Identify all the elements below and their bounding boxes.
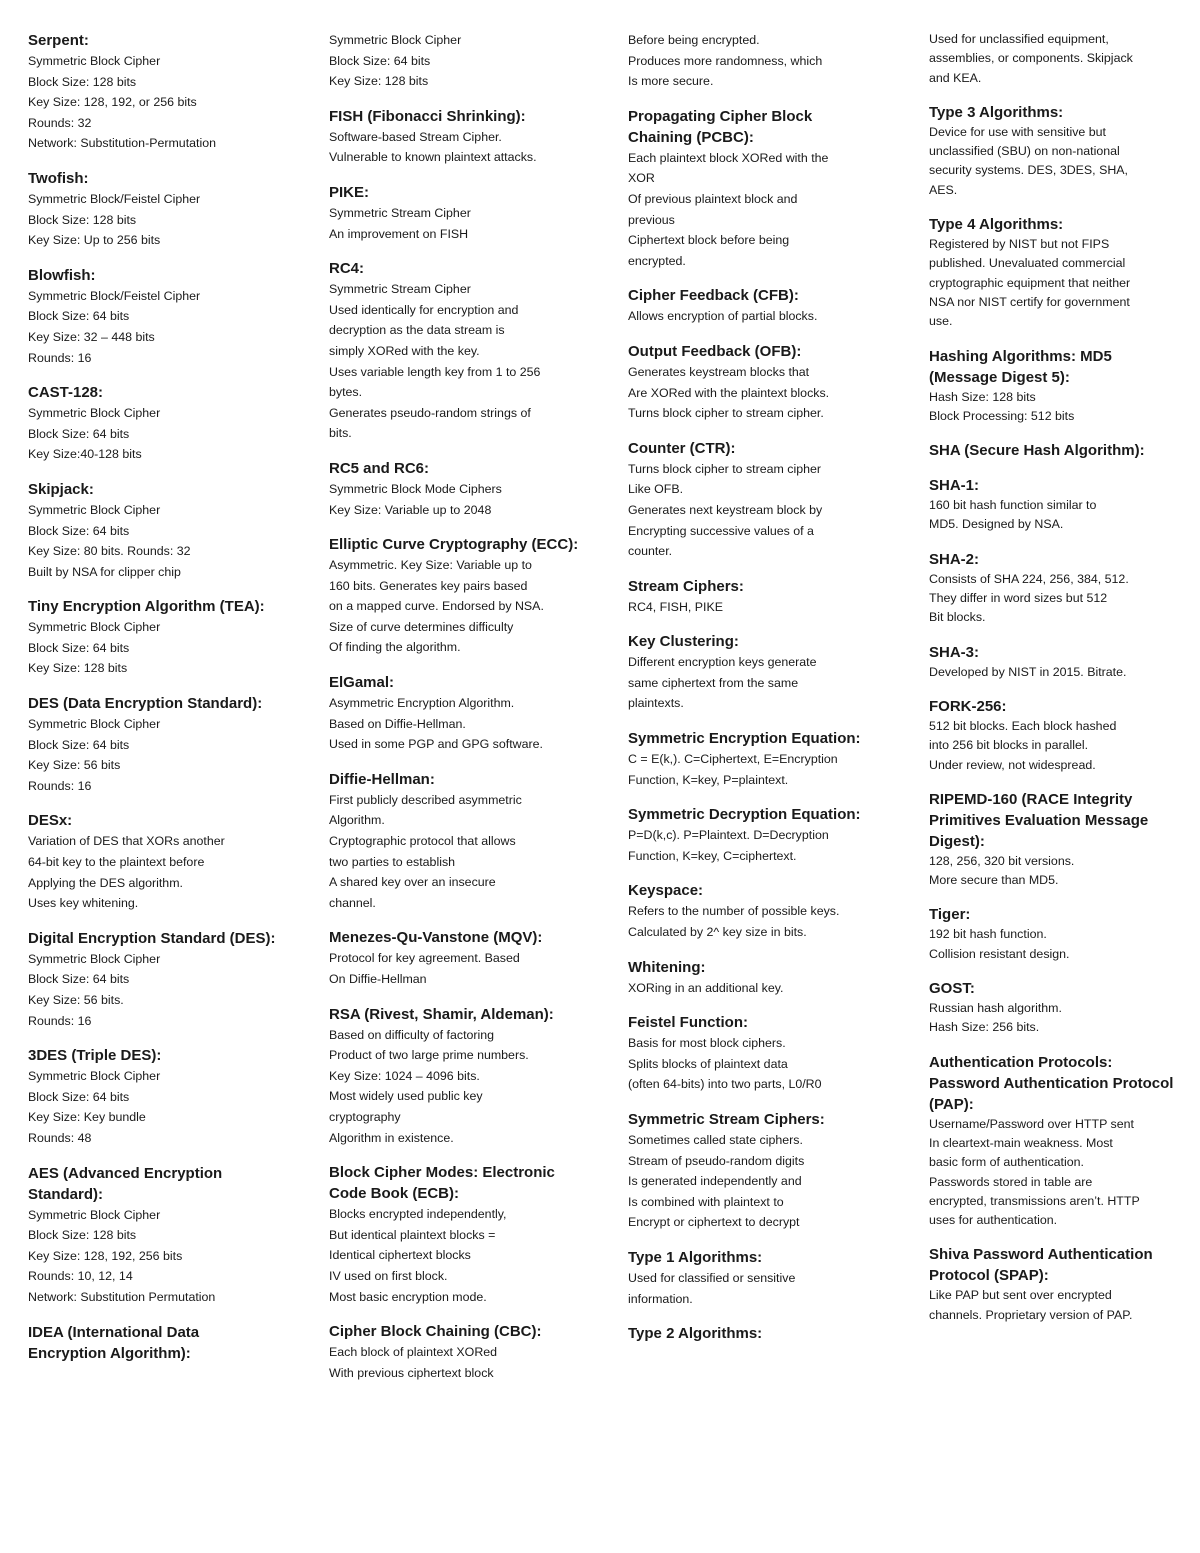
- section-line: Basis for most block ciphers.: [628, 1036, 786, 1051]
- section-line: Key Size: Up to 256 bits: [28, 233, 161, 248]
- section-line: Symmetric Stream Cipher: [329, 205, 471, 220]
- section-heading: Cipher Feedback (CFB):: [628, 287, 799, 305]
- section-line: Is generated independently and: [628, 1174, 802, 1189]
- section-heading: RC4:: [329, 260, 365, 278]
- section-heading: Shiva Password Authentication Protocol (SPAP):: [929, 1246, 1153, 1285]
- section-line: Is more secure.: [628, 74, 714, 89]
- section-heading: Tiny Encryption Algorithm (TEA):: [28, 598, 265, 616]
- section: [929, 904, 1179, 964]
- section-line: Size of curve determines difficulty: [329, 619, 514, 634]
- section-heading: IDEA (International Data Encryption Algorithm):: [28, 1323, 200, 1362]
- section-line: Symmetric Block Cipher: [28, 717, 161, 732]
- section: [329, 1004, 579, 1149]
- section-line: Network: Substitution-Permutation: [28, 136, 217, 151]
- section-line: Like PAP but sent over encrypted: [929, 1288, 1112, 1303]
- section-line: P=D(k,c). P=Plaintext. D=Decryption: [628, 828, 829, 843]
- section: [329, 534, 579, 658]
- section-line: published. Unevaluated commercial: [929, 256, 1126, 271]
- section-line: on a mapped curve. Endorsed by NSA.: [329, 599, 544, 614]
- section-line: Passwords stored in table are: [929, 1174, 1093, 1189]
- section: [329, 258, 579, 444]
- section-line: 64-bit key to the plaintext before: [28, 855, 205, 870]
- section-line: Sometimes called state ciphers.: [628, 1133, 803, 1147]
- section-line: Cryptographic protocol that allows: [329, 834, 516, 849]
- section-heading: Digital Encryption Standard (DES):: [28, 929, 276, 947]
- section-heading: ElGamal:: [329, 674, 395, 692]
- column-1: [28, 30, 278, 1378]
- section-line: XORing in an additional key.: [628, 980, 784, 995]
- section-line: Under review, not widespread.: [929, 757, 1096, 772]
- section: [628, 957, 878, 999]
- section-line: Symmetric Block Cipher: [28, 620, 161, 635]
- section: [28, 693, 278, 796]
- section-line: and KEA.: [929, 70, 982, 85]
- section: [628, 804, 878, 866]
- section-heading: Type 4 Algorithms:: [929, 216, 1064, 234]
- section-heading: SHA-1:: [929, 477, 980, 495]
- section-line: into 256 bit blocks in parallel.: [929, 738, 1089, 753]
- section-line: Consists of SHA 224, 256, 384, 512.: [929, 571, 1129, 586]
- section-line: Rounds: 10, 12, 14: [28, 1269, 133, 1284]
- section: [628, 341, 878, 424]
- section-line: More secure than MD5.: [929, 873, 1059, 888]
- section-line: Block Size: 128 bits: [28, 74, 137, 89]
- section-heading: SHA (Secure Hash Algorithm):: [929, 442, 1145, 460]
- section: [929, 30, 1179, 88]
- section-line: Encrypting successive values of a: [628, 523, 814, 538]
- section-line: Based on Diffie-Hellman.: [329, 716, 466, 731]
- section-line: Most basic encryption mode.: [329, 1289, 487, 1304]
- section-line: An improvement on FISH: [329, 226, 469, 241]
- section-heading: DESx:: [28, 812, 73, 830]
- section: [628, 30, 878, 92]
- section: [628, 438, 878, 562]
- section: [28, 596, 278, 679]
- section-heading: SHA-2:: [929, 550, 980, 568]
- section-line: Symmetric Block Cipher: [28, 406, 161, 421]
- section-line: Key Size: 80 bits. Rounds: 32: [28, 544, 191, 559]
- section-heading: Block Cipher Modes: Electronic Code Book (ECB):: [329, 1164, 555, 1203]
- section-line: Built by NSA for clipper chip: [28, 564, 181, 579]
- section: [28, 30, 278, 154]
- section-line: Symmetric Block Cipher: [28, 1207, 161, 1222]
- section-heading: GOST:: [929, 980, 975, 998]
- section-line: Produces more randomness, which: [628, 53, 823, 68]
- section-line: same ciphertext from the same: [628, 675, 799, 690]
- section-line: Username/Password over HTTP sent: [929, 1116, 1134, 1131]
- section-line: simply XORed with the key.: [329, 343, 480, 358]
- section-line: counter.: [628, 544, 673, 559]
- section-line: Most widely used public key: [329, 1089, 483, 1104]
- section-heading: Feistel Function:: [628, 1014, 748, 1032]
- section: [628, 1012, 878, 1095]
- section-line: 160 bit hash function similar to: [929, 498, 1097, 513]
- section-line: Ciphertext block before being: [628, 233, 790, 248]
- section-heading: Propagating Cipher Block Chaining (PCBC):: [628, 107, 813, 146]
- section-line: Function, K=key, C=ciphertext.: [628, 848, 797, 863]
- section: [28, 265, 278, 368]
- section: [329, 182, 579, 244]
- section-line: Symmetric Stream Cipher: [329, 282, 471, 297]
- section-line: They differ in word sizes but 512: [929, 591, 1108, 606]
- section-line: Symmetric Block/Feistel Cipher: [28, 191, 201, 206]
- section-line: Block Size: 128 bits: [28, 212, 137, 227]
- section-line: First publicly described asymmetric: [329, 792, 522, 807]
- section: [929, 346, 1179, 427]
- section: [628, 285, 878, 327]
- section-line: Uses variable length key from 1 to 256: [329, 364, 541, 379]
- section-line: MD5. Designed by NSA.: [929, 517, 1064, 532]
- section: [929, 102, 1179, 200]
- section: [329, 672, 579, 755]
- section-line: Key Size: 128 bits: [329, 74, 429, 89]
- section-line: encrypted.: [628, 253, 686, 268]
- section-line: unclassified (SBU) on non-national: [929, 144, 1120, 159]
- section-line: two parties to establish: [329, 854, 456, 869]
- section-line: Rounds: 16: [28, 1013, 92, 1028]
- section-line: Key Size:40-128 bits: [28, 447, 142, 462]
- section-line: Turns block cipher to stream cipher: [628, 461, 822, 476]
- section-heading: 3DES (Triple DES):: [28, 1047, 162, 1065]
- section-line: cryptography: [329, 1109, 401, 1124]
- section-line: channels. Proprietary version of PAP.: [929, 1307, 1133, 1322]
- section-line: Each plaintext block XORed with the: [628, 150, 829, 165]
- section-line: Refers to the number of possible keys.: [628, 904, 840, 919]
- section-line: Vulnerable to known plaintext attacks.: [329, 150, 537, 165]
- section-line: 512 bit blocks. Each block hashed: [929, 718, 1117, 733]
- section: [28, 810, 278, 913]
- column-2: [329, 30, 579, 1397]
- section-line: Algorithm in existence.: [329, 1130, 454, 1145]
- section-line: previous: [628, 212, 675, 227]
- section-line: In cleartext-main weakness. Most: [929, 1135, 1113, 1150]
- section-line: security systems. DES, 3DES, SHA,: [929, 163, 1128, 178]
- section-line: Software-based Stream Cipher.: [329, 129, 502, 144]
- section-line: Like OFB.: [628, 482, 684, 497]
- section-heading: Counter (CTR):: [628, 439, 736, 457]
- section: [28, 1163, 278, 1308]
- column-4: [929, 30, 1179, 1339]
- section-line: NSA nor NIST certify for government: [929, 294, 1130, 309]
- section: [628, 631, 878, 714]
- section: [28, 928, 278, 1031]
- section-line: Blocks encrypted independently,: [329, 1207, 507, 1222]
- section-line: Turns block cipher to stream cipher.: [628, 406, 824, 421]
- section-line: Block Processing: 512 bits: [929, 408, 1075, 423]
- section-line: Key Size: 128 bits: [28, 661, 128, 676]
- section-heading: Whitening:: [628, 958, 706, 976]
- section-heading: SHA-3:: [929, 643, 980, 661]
- section-line: Splits blocks of plaintext data: [628, 1056, 788, 1071]
- section: [628, 1247, 878, 1309]
- section: [929, 696, 1179, 775]
- section-line: IV used on first block.: [329, 1268, 448, 1283]
- section: [28, 1045, 278, 1148]
- section-heading: Serpent:: [28, 32, 89, 49]
- section-line: Block Size: 64 bits: [28, 426, 130, 441]
- section-heading: FISH (Fibonacci Shrinking):: [329, 107, 526, 125]
- section-line: Hash Size: 128 bits: [929, 389, 1036, 404]
- section: [929, 1244, 1179, 1325]
- section-line: XOR: [628, 171, 655, 186]
- section-line: Symmetric Block Cipher: [329, 33, 462, 47]
- section: [929, 1052, 1179, 1231]
- section-line: Symmetric Block Cipher: [28, 54, 161, 68]
- section-line: Key Size: Variable up to 2048: [329, 502, 492, 517]
- section-line: (often 64-bits) into two parts, L0/R0: [628, 1077, 822, 1092]
- section-line: Symmetric Block Cipher: [28, 1069, 161, 1084]
- section-line: 128, 256, 320 bit versions.: [929, 853, 1075, 868]
- section: [929, 440, 1179, 461]
- section-line: Symmetric Block Cipher: [28, 951, 161, 966]
- section-line: uses for authentication.: [929, 1213, 1058, 1228]
- section-line: Symmetric Block/Feistel Cipher: [28, 288, 201, 303]
- section-heading: Type 1 Algorithms:: [628, 1248, 763, 1266]
- section-line: Identical ciphertext blocks: [329, 1248, 471, 1263]
- section-line: Generates next keystream block by: [628, 502, 823, 517]
- section-line: Key Size: 128, 192, 256 bits: [28, 1248, 183, 1263]
- section-line: Used in some PGP and GPG software.: [329, 737, 543, 752]
- section-line: Protocol for key agreement. Based: [329, 951, 520, 966]
- section-line: Of previous plaintext block and: [628, 191, 798, 206]
- section: [28, 479, 278, 582]
- section-line: Block Size: 128 bits: [28, 1228, 137, 1243]
- section-heading: Skipjack:: [28, 480, 94, 498]
- section-line: Block Size: 64 bits: [28, 640, 130, 655]
- section: [28, 382, 278, 465]
- section-heading: Blowfish:: [28, 266, 96, 284]
- section-heading: DES (Data Encryption Standard):: [28, 695, 263, 713]
- section-line: Key Size: 32 – 448 bits: [28, 329, 155, 344]
- section-line: use.: [929, 314, 953, 329]
- section-heading: Menezes-Qu-Vanstone (MQV):: [329, 929, 543, 947]
- section-line: basic form of authentication.: [929, 1155, 1084, 1170]
- section-line: Key Size: 56 bits.: [28, 993, 124, 1007]
- section-line: Key Size: 1024 – 4096 bits.: [329, 1068, 480, 1083]
- section-line: 160 bits. Generates key pairs based: [329, 578, 528, 593]
- section: [329, 769, 579, 914]
- section-heading: Twofish:: [28, 169, 89, 187]
- section-line: Algorithm.: [329, 813, 385, 828]
- section-line: Device for use with sensitive but: [929, 124, 1106, 139]
- section-line: With previous ciphertext block: [329, 1365, 494, 1380]
- section-line: Block Size: 64 bits: [28, 972, 130, 987]
- section-line: Based on difficulty of factoring: [329, 1027, 495, 1042]
- section-line: plaintexts.: [628, 696, 684, 711]
- section-line: Collision resistant design.: [929, 946, 1070, 961]
- section: [628, 1323, 878, 1344]
- section-heading: Symmetric Stream Ciphers:: [628, 1111, 825, 1128]
- section-line: Hash Size: 256 bits.: [929, 1020, 1040, 1035]
- section-line: Of finding the algorithm.: [329, 640, 461, 655]
- section-heading: CAST-128:: [28, 384, 104, 402]
- section-line: assemblies, or components. Skipjack: [929, 51, 1133, 66]
- section: [929, 789, 1179, 891]
- section-line: Developed by NIST in 2015. Bitrate.: [929, 664, 1127, 679]
- section: [329, 30, 579, 92]
- column-3: [628, 30, 878, 1358]
- section-heading: RSA (Rivest, Shamir, Aldeman):: [329, 1005, 554, 1023]
- section: [929, 642, 1179, 682]
- section: [329, 106, 579, 168]
- section-line: Rounds: 16: [28, 778, 92, 793]
- section-line: Key Size: Key bundle: [28, 1110, 146, 1125]
- section-line: Registered by NIST but not FIPS: [929, 237, 1110, 252]
- section-line: Allows encryption of partial blocks.: [628, 309, 818, 324]
- section-line: Rounds: 32: [28, 115, 92, 130]
- section-line: Block Size: 64 bits: [28, 523, 130, 538]
- section-heading: Authentication Protocols: Password Authentication Protocol (PAP):: [929, 1053, 1174, 1113]
- section-line: Encrypt or ciphertext to decrypt: [628, 1215, 800, 1230]
- section-line: But identical plaintext blocks =: [329, 1227, 496, 1242]
- section-line: Rounds: 16: [28, 350, 92, 365]
- section-heading: PIKE:: [329, 183, 370, 201]
- section-line: Generates pseudo-random strings of: [329, 405, 531, 420]
- section: [28, 1322, 278, 1364]
- section-heading: Tiger:: [929, 906, 971, 924]
- section: [929, 475, 1179, 535]
- section-line: bytes.: [329, 385, 363, 400]
- section-heading: Type 2 Algorithms:: [628, 1325, 763, 1343]
- section-heading: Keyspace:: [628, 882, 704, 900]
- section-line: Block Size: 64 bits: [28, 737, 130, 752]
- section-line: RC4, FISH, PIKE: [628, 599, 724, 614]
- section: [329, 458, 579, 520]
- section-heading: Symmetric Decryption Equation:: [628, 806, 861, 824]
- section-line: information.: [628, 1291, 693, 1306]
- section-line: Used identically for encryption and: [329, 302, 519, 317]
- section-line: Block Size: 64 bits: [329, 53, 431, 68]
- section-line: Network: Substitution Permutation: [28, 1289, 216, 1304]
- section-line: Each block of plaintext XORed: [329, 1345, 498, 1360]
- section-line: Different encryption keys generate: [628, 655, 817, 670]
- section-line: Stream of pseudo-random digits: [628, 1153, 805, 1168]
- section-line: Block Size: 64 bits: [28, 309, 130, 324]
- section-heading: Diffie-Hellman:: [329, 770, 435, 788]
- section-line: Function, K=key, P=plaintext.: [628, 772, 789, 787]
- section: [929, 214, 1179, 331]
- section-heading: FORK-256:: [929, 697, 1007, 715]
- section-line: Used for unclassified equipment,: [929, 32, 1109, 46]
- section-line: A shared key over an insecure: [329, 875, 496, 890]
- section-line: Key Size: 56 bits: [28, 758, 121, 773]
- section-line: Is combined with plaintext to: [628, 1194, 784, 1209]
- section: [628, 576, 878, 618]
- section: [628, 106, 878, 272]
- section: [329, 1321, 579, 1383]
- section-line: bits.: [329, 426, 352, 441]
- section-line: Symmetric Block Mode Ciphers: [329, 481, 502, 496]
- section-line: Generates keystream blocks that: [628, 364, 810, 379]
- section-heading: Symmetric Encryption Equation:: [628, 730, 861, 748]
- section-line: Calculated by 2^ key size in bits.: [628, 925, 807, 940]
- section-line: encrypted, transmissions aren’t. HTTP: [929, 1193, 1140, 1208]
- section: [929, 978, 1179, 1038]
- section-line: Bit blocks.: [929, 610, 986, 625]
- section-heading: Cipher Block Chaining (CBC):: [329, 1323, 542, 1341]
- section-line: On Diffie-Hellman: [329, 972, 427, 986]
- section-line: cryptographic equipment that neither: [929, 275, 1131, 290]
- section-line: Applying the DES algorithm.: [28, 875, 183, 890]
- section-line: Asymmetric Encryption Algorithm.: [329, 696, 515, 711]
- section-heading: RIPEMD-160 (RACE Integrity Primitives Evaluation Message Digest):: [929, 790, 1149, 850]
- section: [628, 728, 878, 790]
- section-line: Variation of DES that XORs another: [28, 834, 225, 849]
- section-line: Uses key whitening.: [28, 896, 139, 911]
- section-line: Block Size: 64 bits: [28, 1089, 130, 1104]
- section: [329, 927, 579, 989]
- section-line: decryption as the data stream is: [329, 323, 505, 338]
- section-line: Are XORed with the plaintext blocks.: [628, 385, 830, 400]
- section-heading: Hashing Algorithms: MD5 (Message Digest 5):: [929, 347, 1112, 386]
- section-heading: Stream Ciphers:: [628, 577, 744, 595]
- section-heading: Output Feedback (OFB):: [628, 342, 802, 360]
- section-heading: AES (Advanced Encryption Standard):: [28, 1164, 223, 1203]
- section-line: Asymmetric. Key Size: Variable up to: [329, 558, 532, 573]
- section-line: Russian hash algorithm.: [929, 1001, 1062, 1016]
- section-line: Rounds: 48: [28, 1130, 92, 1145]
- section-heading: Type 3 Algorithms:: [929, 103, 1064, 121]
- section: [28, 168, 278, 251]
- section-line: Symmetric Block Cipher: [28, 502, 161, 517]
- section: [628, 880, 878, 942]
- section-line: Before being encrypted.: [628, 33, 760, 47]
- section: [929, 549, 1179, 628]
- section-line: channel.: [329, 895, 376, 910]
- section-heading: Key Clustering:: [628, 633, 739, 651]
- section-line: Product of two large prime numbers.: [329, 1048, 529, 1063]
- section-line: AES.: [929, 182, 958, 197]
- section-heading: Elliptic Curve Cryptography (ECC):: [329, 536, 579, 554]
- section-line: 192 bit hash function.: [929, 927, 1047, 942]
- section-line: Key Size: 128, 192, or 256 bits: [28, 95, 197, 110]
- section-line: Used for classified or sensitive: [628, 1270, 796, 1285]
- section-heading: RC5 and RC6:: [329, 459, 430, 477]
- section-line: C = E(k,). C=Ciphertext, E=Encryption: [628, 752, 838, 767]
- section: [329, 1162, 579, 1307]
- section: [628, 1109, 878, 1233]
